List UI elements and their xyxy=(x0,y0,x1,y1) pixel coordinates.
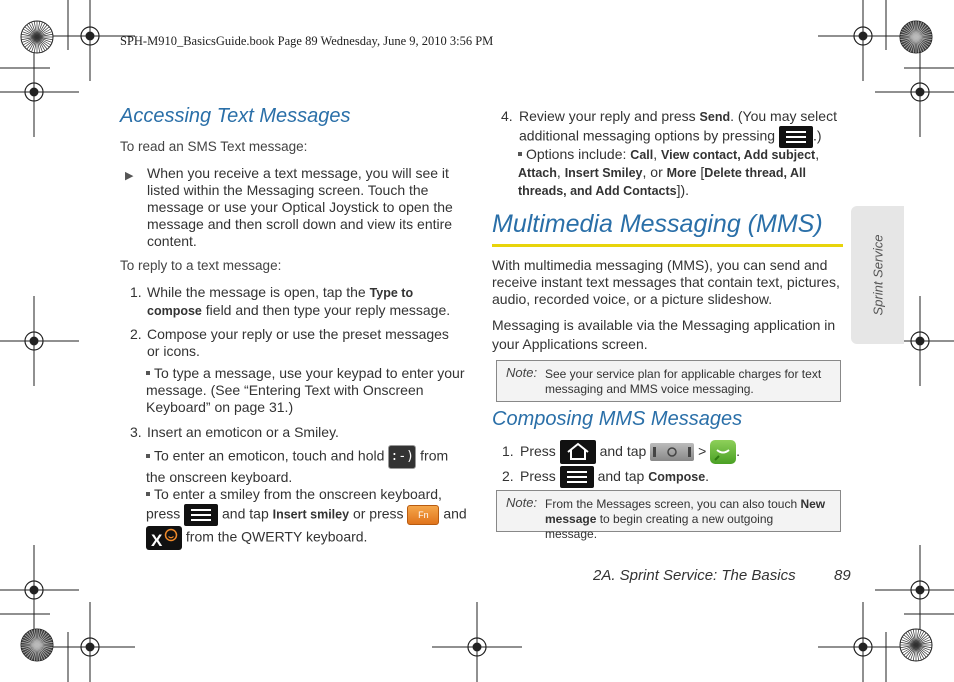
color-rosette-icon xyxy=(900,629,932,661)
intro-reply: To reply to a text message: xyxy=(120,258,282,273)
color-rosette-icon xyxy=(900,21,932,53)
options-sep: , xyxy=(556,164,565,180)
step-4-text: Review your reply and press xyxy=(519,108,700,124)
compose-step-2 xyxy=(520,464,840,489)
menu-key-icon xyxy=(184,504,218,526)
menu-key-icon xyxy=(560,466,594,488)
option-insert-smiley: Insert Smiley xyxy=(564,166,643,180)
note-2-text-end: to begin creating a new outgoing message. xyxy=(545,512,774,541)
options-text: Options include: xyxy=(526,146,631,162)
compose-step-1-tap: and tap xyxy=(599,443,647,459)
color-rosette-icon xyxy=(21,629,53,661)
compose-step-1 xyxy=(520,439,840,464)
bullet-2-text-end: from the onscreen keyboard. xyxy=(146,447,449,485)
bullet-3-tap: and tap xyxy=(222,505,269,522)
note-text xyxy=(545,497,828,542)
registration-mark-icon xyxy=(818,0,908,81)
options-sep: , xyxy=(653,146,662,162)
accessing-text-heading: Accessing Text Messages xyxy=(120,105,351,127)
bullet-3-text-end: from the QWERTY keyboard. xyxy=(185,528,368,545)
bullet-3-text: To enter a smiley from the onscreen keyboard, press xyxy=(146,486,442,522)
compose-step-1-end: . xyxy=(736,443,741,459)
applications-bar-icon xyxy=(650,443,694,461)
note-label: Note: xyxy=(506,365,538,380)
step-number: 1. xyxy=(502,443,514,459)
step-4 xyxy=(519,108,843,148)
options-sep: [ xyxy=(696,164,705,180)
registration-mark-icon xyxy=(45,602,135,682)
bullet-3-or: or press xyxy=(352,505,404,522)
registration-mark-icon xyxy=(432,602,522,682)
compose-step-1-text: Press xyxy=(520,443,556,459)
new-message-label: New message xyxy=(545,497,826,526)
registration-mark-icon xyxy=(0,47,79,137)
footer-section: 2A. Sprint Service: The Basics xyxy=(593,567,796,584)
note-2-text: From the Messages screen, you can also touch xyxy=(545,497,801,511)
step-3: Insert an emoticon or a Smiley. xyxy=(147,424,339,440)
step-number: 2. xyxy=(130,326,142,342)
compose-label: Compose xyxy=(648,470,706,484)
smiley-key-icon: :-) xyxy=(388,445,416,469)
insert-smiley-label: Insert smiley xyxy=(272,507,350,522)
registration-mark-icon xyxy=(875,545,954,635)
registration-mark-icon xyxy=(875,47,954,137)
color-rosette-icon xyxy=(21,21,53,53)
registration-mark-icon xyxy=(0,296,79,386)
step-4-text-end: .) xyxy=(812,127,822,144)
compose-step-1-gt: > xyxy=(698,443,707,459)
option-delete-thread: Delete thread, All threads, and Add Contacts xyxy=(518,166,806,198)
bullet-3-and: and xyxy=(443,505,467,522)
step-1 xyxy=(147,284,465,320)
section-side-tab xyxy=(851,206,904,344)
mms-para-2: Messaging is available via the Messaging application in your Applications screen. xyxy=(492,317,836,352)
bullet-smiley xyxy=(146,485,468,550)
note-label: Note: xyxy=(506,495,538,510)
note-text: See your service plan for applicable charges for text messaging and MMS voice messaging. xyxy=(545,367,822,396)
option-attach: Attach xyxy=(518,166,557,180)
step-number: 3. xyxy=(130,424,142,440)
arrow-icon: ▶ xyxy=(125,170,134,182)
option-view-contact: View contact, Add subject xyxy=(661,148,816,162)
bullet-1-text: To type a message, use your keypad to enter your message. (See “Entering Text with Onscreen Keyboard” on page 31.) xyxy=(146,365,465,415)
svg-text:X: X xyxy=(151,531,163,550)
menu-key-icon xyxy=(779,126,813,148)
compose-step-2-end: . xyxy=(705,468,710,484)
registration-mark-icon xyxy=(818,602,908,682)
delete-smiley-key-icon xyxy=(146,526,182,550)
compose-step-2-text: Press xyxy=(520,468,556,484)
options-sep: , or xyxy=(642,164,667,180)
step-number: 4. xyxy=(501,108,513,124)
option-more: More xyxy=(666,166,697,180)
bullet-2-text: To enter an emoticon, touch and hold xyxy=(154,447,385,464)
note-box-charges xyxy=(496,360,841,402)
bullet-options xyxy=(518,146,834,200)
type-to-compose-label: Type to compose xyxy=(147,286,414,318)
mms-heading: Multimedia Messaging (MMS) xyxy=(492,210,823,238)
step-2: Compose your reply or use the preset messages or icons. xyxy=(147,326,449,359)
side-tab-label: Sprint Service xyxy=(870,234,885,316)
option-call: Call xyxy=(630,148,654,162)
messaging-app-icon xyxy=(710,440,736,464)
options-sep: , xyxy=(815,146,820,162)
arrow-item: When you receive a text message, you will see it listed within the Messaging screen. Touch the message or use your Optical Joystick to open the message and then scroll down and view its entire content. xyxy=(147,165,453,249)
send-label: Send xyxy=(699,110,731,124)
step-number: 1. xyxy=(130,284,142,300)
note-box-new-message xyxy=(496,490,841,541)
options-sep: ]). xyxy=(676,182,690,198)
composing-heading: Composing MMS Messages xyxy=(492,408,743,430)
intro-read: To read an SMS Text message: xyxy=(120,139,308,154)
step-4-text-mid: . (You may select additional messaging options by pressing xyxy=(519,108,837,144)
mms-para-1: With multimedia messaging (MMS), you can send and receive instant text messages that contain text, pictures, audio, recorded voice, or a picture slideshow. xyxy=(492,257,840,307)
compose-step-2-tap: and tap xyxy=(597,468,649,484)
fn-key-icon: Fn xyxy=(407,505,439,525)
step-1-text-end: field and then type your reply message. xyxy=(201,302,451,318)
heading-rule xyxy=(492,244,843,247)
bullet-type-message xyxy=(146,365,468,416)
bullet-emoticon xyxy=(146,445,468,486)
page-number: 89 xyxy=(834,567,851,584)
print-slug: SPH-M910_BasicsGuide.book Page 89 Wednesday, June 9, 2010 3:56 PM xyxy=(120,34,494,48)
registration-mark-icon xyxy=(0,545,79,635)
home-key-icon xyxy=(560,440,596,464)
step-1-text: While the message is open, tap the xyxy=(147,284,370,300)
step-number: 2. xyxy=(502,468,514,484)
